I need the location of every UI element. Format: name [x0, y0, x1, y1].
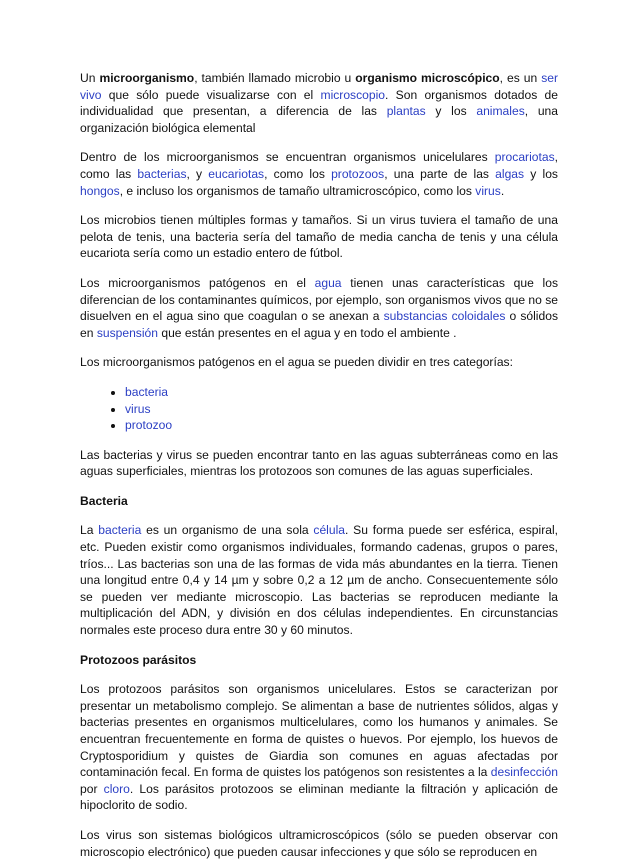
- text: o sólidos en: [80, 309, 558, 340]
- link-algas[interactable]: algas: [495, 166, 525, 181]
- paragraph-intro: [80, 70, 558, 136]
- link-virus[interactable]: virus: [475, 183, 501, 198]
- paragraph-protozoos: [80, 681, 558, 814]
- paragraph-bacteria: [80, 522, 558, 638]
- link-hongos[interactable]: hongos: [80, 183, 120, 198]
- link-suspension[interactable]: suspensión: [96, 325, 158, 340]
- text: , como las: [80, 150, 558, 181]
- text: Dentro de los microorganismos se encuentran organismos unicelulares: [80, 150, 495, 165]
- text: Los protozoos parásitos son organismos unicelulares. Estos se caracterizan por presentar un metabolismo complejo. Se alimentan a base de nutrientes sólidos, algas y bacterias presentes en organismos multicelulares, como los humanos y animales. Se encuentran frecuentemente en forma de quistes o huevos. Por ejemplo, los huevos de Cryptosporidium y quistes de Giardia son comunes en aguas afectadas por contaminación fecal. En forma de quistes los patógenos son resistentes a la: [80, 682, 558, 780]
- text: . Los parásitos protozoos se eliminan mediante la filtración y aplicación de hipoclorito de sodio.: [80, 781, 559, 813]
- list-item: [125, 417, 558, 434]
- link-procariotas[interactable]: procariotas: [494, 150, 555, 165]
- link-microscopio[interactable]: microscopio: [320, 87, 386, 102]
- link-desinfeccion[interactable]: desinfección: [490, 765, 558, 780]
- heading-bacteria: Bacteria: [80, 493, 128, 508]
- list-item: [125, 401, 558, 418]
- term-organismo-microscopico: organismo microscópico: [355, 71, 500, 85]
- paragraph-types: [80, 149, 558, 199]
- text: que sólo puede visualizarse con el: [101, 87, 321, 102]
- link-substancias-coloidales[interactable]: substancias coloidales: [383, 309, 506, 324]
- link-virus-item[interactable]: virus: [125, 401, 151, 416]
- paragraph-water-sources: Las bacterias y virus se pueden encontrar tanto en las aguas subterráneas como en las aguas superficiales, mientras los protozoos son comunes de las aguas superficiales.: [80, 447, 558, 479]
- link-bacteria-def[interactable]: bacteria: [98, 523, 142, 538]
- text: . Son organismos dotados de individualidad que presentan, a diferencia de las: [80, 87, 558, 119]
- text: y los: [425, 104, 477, 119]
- link-bacterias[interactable]: bacterias: [137, 166, 187, 181]
- text: y los: [524, 166, 558, 181]
- text: , y: [186, 166, 209, 181]
- paragraph-virus: Los virus son sistemas biológicos ultramicroscópicos (sólo se pueden observar con microscopio electrónico) que pueden causar infecciones y que sólo se reproducen en: [80, 827, 558, 859]
- paragraph-pathogens: [80, 275, 558, 341]
- text: , también llamado microbio u: [194, 71, 356, 85]
- link-eucariotas[interactable]: eucariotas: [208, 166, 265, 181]
- category-list: [80, 384, 558, 434]
- link-bacteria[interactable]: bacteria: [125, 384, 169, 399]
- link-plantas[interactable]: plantas: [386, 104, 426, 119]
- text: es un organismo de una sola: [141, 523, 314, 538]
- term-microorganismo: microorganismo: [99, 71, 195, 85]
- text: . Su forma puede ser esférica, espiral, etc. Pueden existir como organismos individuales, formando cadenas, grupos o pares, tríos... Las bacterias son una de las formas de vida más abundantes en la tierra. Tienen una longitud entre 0,4 y 14 µm y sobre 0,2 a 12 µm de ancho. Consecuentemente sólo se pueden ver mediante microscopio. Las bacterias se reproducen mediante la multiplicación del ADN, y división en dos células independientes. En circunstancias normales este proceso dura entre 30 y 60 minutos.: [80, 523, 559, 638]
- link-animales[interactable]: animales: [476, 104, 525, 119]
- list-item: [125, 384, 558, 401]
- text: , es un: [499, 71, 542, 85]
- text: Los microorganismos patógenos en el: [80, 275, 315, 290]
- text: , una organización biológica elemental: [80, 104, 559, 135]
- heading-protozoos: Protozoos parásitos: [80, 652, 197, 667]
- text: , una parte de las: [384, 166, 496, 181]
- text: que están presentes en el agua y en todo el ambiente .: [158, 325, 457, 340]
- text: , e incluso los organismos de tamaño ultramicroscópico, como los: [119, 183, 476, 198]
- link-ser-vivo[interactable]: ser vivo: [80, 71, 558, 102]
- text: Un: [80, 71, 100, 85]
- link-cloro[interactable]: cloro: [103, 781, 130, 796]
- text: .: [500, 183, 505, 198]
- text: La: [80, 523, 99, 538]
- text: , como los: [264, 166, 332, 181]
- link-celula[interactable]: célula: [313, 523, 346, 538]
- text: tienen unas características que los diferencian de los contaminantes químicos, por ejemplo, son organismos vivos que no se disuelven en el agua sino que coagulan o se anexan a: [80, 275, 558, 324]
- link-agua[interactable]: agua: [314, 275, 342, 290]
- text: por: [80, 781, 104, 796]
- paragraph-sizes: Los microbios tienen múltiples formas y tamaños. Si un virus tuviera el tamaño de una pelota de tenis, una bacteria sería del tamaño de media cancha de tenis y una célula eucariota sería como un estadio entero de fútbol.: [80, 213, 558, 261]
- paragraph-categories: Los microorganismos patógenos en el agua se pueden dividir en tres categorías:: [80, 355, 513, 370]
- link-protozoo[interactable]: protozoo: [125, 418, 173, 433]
- link-protozoos[interactable]: protozoos: [331, 166, 385, 181]
